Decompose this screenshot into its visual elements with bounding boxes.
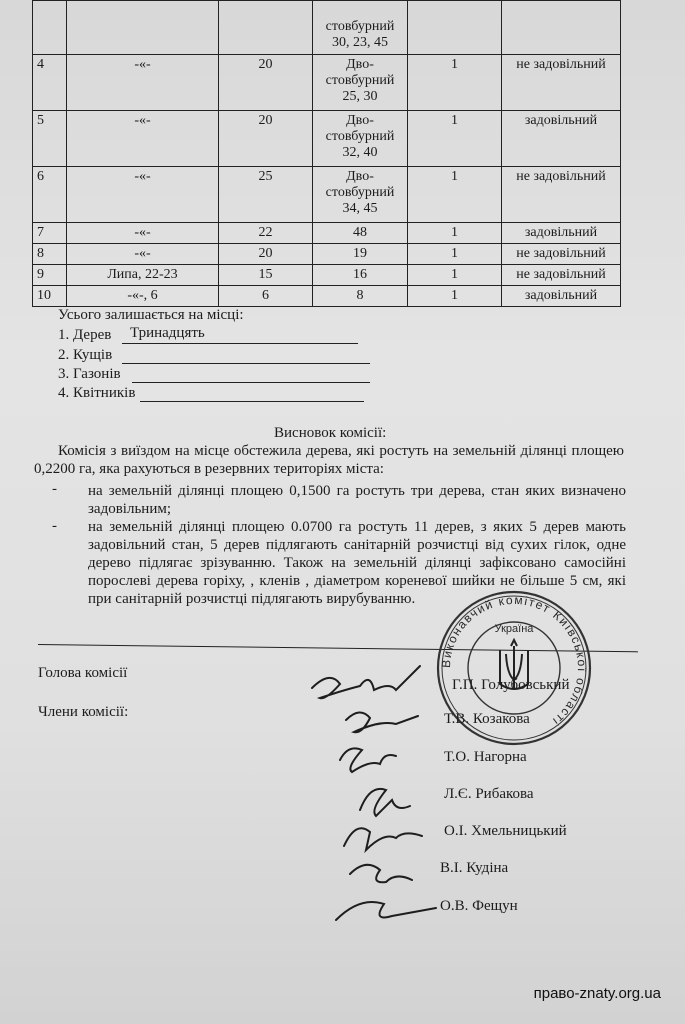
tree-age: 25: [219, 167, 313, 223]
table-row: [33, 55, 621, 111]
tree-name: -«-: [67, 167, 219, 223]
table-row: [33, 111, 621, 167]
table-row: [33, 1, 621, 55]
tree-diameter: Дво- стовбурний 32, 40: [313, 111, 408, 167]
signatory-name: Г.П. Голубовський: [452, 677, 570, 693]
tree-age: 20: [219, 111, 313, 167]
tree-age: 20: [219, 244, 313, 265]
tree-diameter: 48: [313, 223, 408, 244]
remaining-flowerbeds-line: [140, 401, 364, 402]
remaining-title: Усього залишається на місці:: [58, 307, 244, 323]
tree-diameter: 8: [313, 286, 408, 307]
tree-diameter: Дво- стовбурний 25, 30: [313, 55, 408, 111]
tree-count: [408, 1, 502, 55]
conclusion-bullet-2: на земельній ділянці площею 0.0700 га ростуть 11 дерев, з яких 5 дерев мають задовільний стан, 5 дерев підлягають санітарній розчистці від сухих гілок, одне дерево підлягає зрізуванню. Також на земельній ділянці зафіксовано самосійні порослеві дерева горіху, , кленів , діаметром кореневої шийки не більше 5 см, які при санітарній розчистці підлягають вирубуванню.: [88, 519, 626, 607]
table-row: [33, 244, 621, 265]
row-number: 7: [33, 223, 67, 244]
tree-age: [219, 1, 313, 55]
tree-name: -«-: [67, 111, 219, 167]
row-number: 5: [33, 111, 67, 167]
row-number: 10: [33, 286, 67, 307]
tree-condition: задовільний: [502, 111, 621, 167]
tree-name: -«-: [67, 55, 219, 111]
signatory-name: В.І. Кудіна: [440, 860, 509, 876]
stamp-outer-text: Виконавчий комітет Київської області: [438, 592, 590, 730]
tree-condition: задовільний: [502, 223, 621, 244]
remaining-trees-value: Тринадцять: [130, 325, 205, 341]
head-label: Голова комісії: [38, 665, 128, 681]
tree-count: 1: [408, 244, 502, 265]
tree-condition: не задовільний: [502, 167, 621, 223]
signatory-name: О.В. Фещун: [440, 898, 518, 914]
conclusion-title: Висновок комісії:: [274, 425, 387, 441]
row-number: [33, 1, 67, 55]
remaining-trees-line: [122, 343, 358, 344]
tree-age: 6: [219, 286, 313, 307]
stamp-inner-text: Україна: [494, 623, 534, 635]
bullet-marker: -: [52, 518, 57, 534]
tree-diameter: Дво- стовбурний 34, 45: [313, 167, 408, 223]
signatory-name: О.І. Хмельницький: [444, 823, 567, 839]
tree-condition: не задовільний: [502, 55, 621, 111]
tree-age: 20: [219, 55, 313, 111]
handwritten-signatures: [300, 660, 440, 940]
row-number: 6: [33, 167, 67, 223]
remaining-lawns-label: 3. Газонів: [58, 366, 121, 382]
conclusion-intro: Комісія з виїздом на місце обстежила дерева, які ростуть на земельній ділянці площею 0,2200 га, яка рахуються в резервних територіях міста:: [34, 443, 624, 477]
tree-name: -«-, 6: [67, 286, 219, 307]
website-watermark: право-znaty.org.ua: [533, 985, 661, 1002]
tree-count: 1: [408, 265, 502, 286]
table-row: [33, 223, 621, 244]
bullet-marker: -: [52, 481, 57, 497]
tree-name: -«-: [67, 223, 219, 244]
table-row: [33, 167, 621, 223]
tree-name: [67, 1, 219, 55]
tree-count: 1: [408, 167, 502, 223]
tree-name: Липа, 22-23: [67, 265, 219, 286]
tree-count: 1: [408, 223, 502, 244]
conclusion-bullet-1: на земельній ділянці площею 0,1500 га ростуть три дерева, стан яких визначено задовільним;: [88, 483, 626, 517]
tree-age: 22: [219, 223, 313, 244]
row-number: 4: [33, 55, 67, 111]
trees-table: [32, 0, 621, 307]
signatory-name: Т.В. Козакова: [444, 711, 530, 727]
tree-condition: задовільний: [502, 286, 621, 307]
remaining-flowerbeds-label: 4. Квітників: [58, 385, 136, 401]
table-row: [33, 286, 621, 307]
tree-count: 1: [408, 111, 502, 167]
row-number: 9: [33, 265, 67, 286]
tree-diameter: стовбурний 30, 23, 45: [313, 1, 408, 55]
tree-condition: не задовільний: [502, 265, 621, 286]
tree-condition: [502, 1, 621, 55]
signatory-name: Л.Є. Рибакова: [444, 786, 534, 802]
row-number: 8: [33, 244, 67, 265]
table-row: [33, 265, 621, 286]
tree-condition: не задовільний: [502, 244, 621, 265]
signatory-name: Т.О. Нагорна: [444, 749, 527, 765]
tree-count: 1: [408, 55, 502, 111]
remaining-lawns-line: [132, 382, 370, 383]
members-label: Члени комісії:: [38, 704, 129, 720]
tree-count: 1: [408, 286, 502, 307]
tree-diameter: 16: [313, 265, 408, 286]
remaining-bushes-label: 2. Кущів: [58, 347, 113, 363]
remaining-trees-label: 1. Дерев: [58, 327, 112, 343]
tree-diameter: 19: [313, 244, 408, 265]
tree-age: 15: [219, 265, 313, 286]
remaining-bushes-line: [122, 363, 370, 364]
tree-name: -«-: [67, 244, 219, 265]
